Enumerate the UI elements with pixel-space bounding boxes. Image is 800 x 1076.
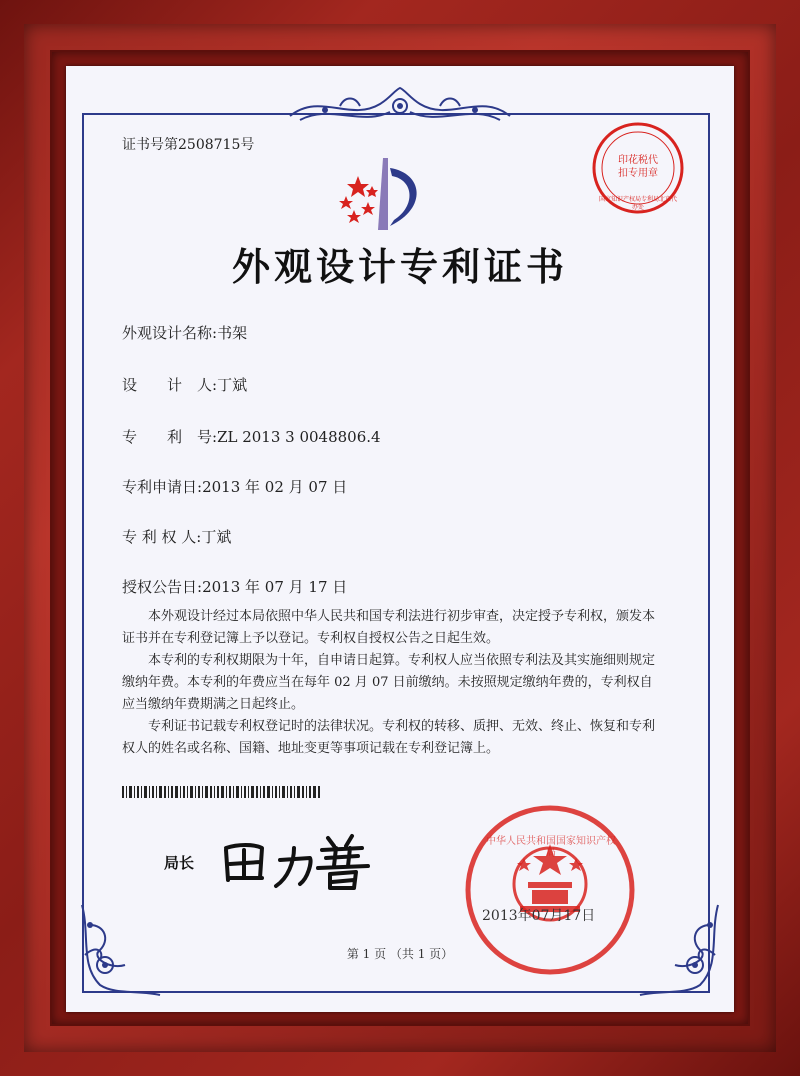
- field-label: 专 利 权 人:: [122, 528, 202, 546]
- seal-date: 2013年07月17日: [482, 908, 596, 924]
- barcode: [122, 786, 322, 798]
- field-value: 2013 年 02 月 07 日: [202, 478, 348, 496]
- agency-stamp-inner-text: 印花税代扣专用章: [618, 155, 658, 179]
- field-value: ZL 2013 3 0048806.4: [217, 428, 381, 446]
- body-paragraph-1: 本外观设计经过本局依照中华人民共和国专利法进行初步审查，决定授予专利权，颁发本证书并在专利登记簿上予以登记。专利权自授权公告之日起生效。: [122, 609, 656, 646]
- official-seal-text: 中华人民共和国国家知识产权局: [486, 836, 616, 859]
- certificate-title: 外观设计专利证书: [231, 245, 568, 289]
- field-label: 授权公告日:: [122, 578, 203, 596]
- field-value: 丁斌: [217, 376, 248, 394]
- top-ornament: [280, 82, 520, 128]
- agency-stamp-ring-text: 国家知识产权局专利局北京代办处: [598, 196, 677, 211]
- field-value: 书架: [217, 324, 248, 342]
- body-paragraph-3: 专利证书记载专利权登记时的法律状况。专利权的转移、质押、无效、终止、恢复和专利权人的姓名或名称、国籍、地址变更等事项记载在专利登记簿上。: [122, 719, 656, 756]
- field-value: 2013 年 07 月 17 日: [202, 578, 348, 596]
- page-number: 第 1 页 （共 1 页）: [346, 947, 454, 961]
- field-patent-number: [122, 426, 381, 447]
- field-label: 专 利 号:: [122, 428, 218, 446]
- body-paragraph-2: 本专利的专利权期限为十年，自申请日起算。专利权人应当依照专利法及其实施细则规定缴纳年费。本专利的年费应当在每年 02 月 07 日前缴纳。未按照规定缴纳年费的，专利权自应当缴纳年费期满之日起终止。: [122, 653, 656, 712]
- field-label: 设 计 人:: [122, 376, 218, 394]
- field-designer: [122, 374, 247, 395]
- field-application-date: [122, 476, 347, 497]
- field-patentee: [122, 526, 231, 547]
- field-grant-date: [122, 576, 347, 597]
- field-design-name: [122, 322, 247, 343]
- director-signature: [218, 822, 378, 892]
- field-label: 专利申请日:: [122, 478, 203, 496]
- signature-label: 局长: [164, 854, 195, 872]
- field-label: 外观设计名称:: [122, 324, 218, 342]
- field-value: 丁斌: [201, 528, 232, 546]
- certificate-number: 证书号第2508715号: [122, 137, 255, 153]
- patent-office-logo: [328, 148, 438, 238]
